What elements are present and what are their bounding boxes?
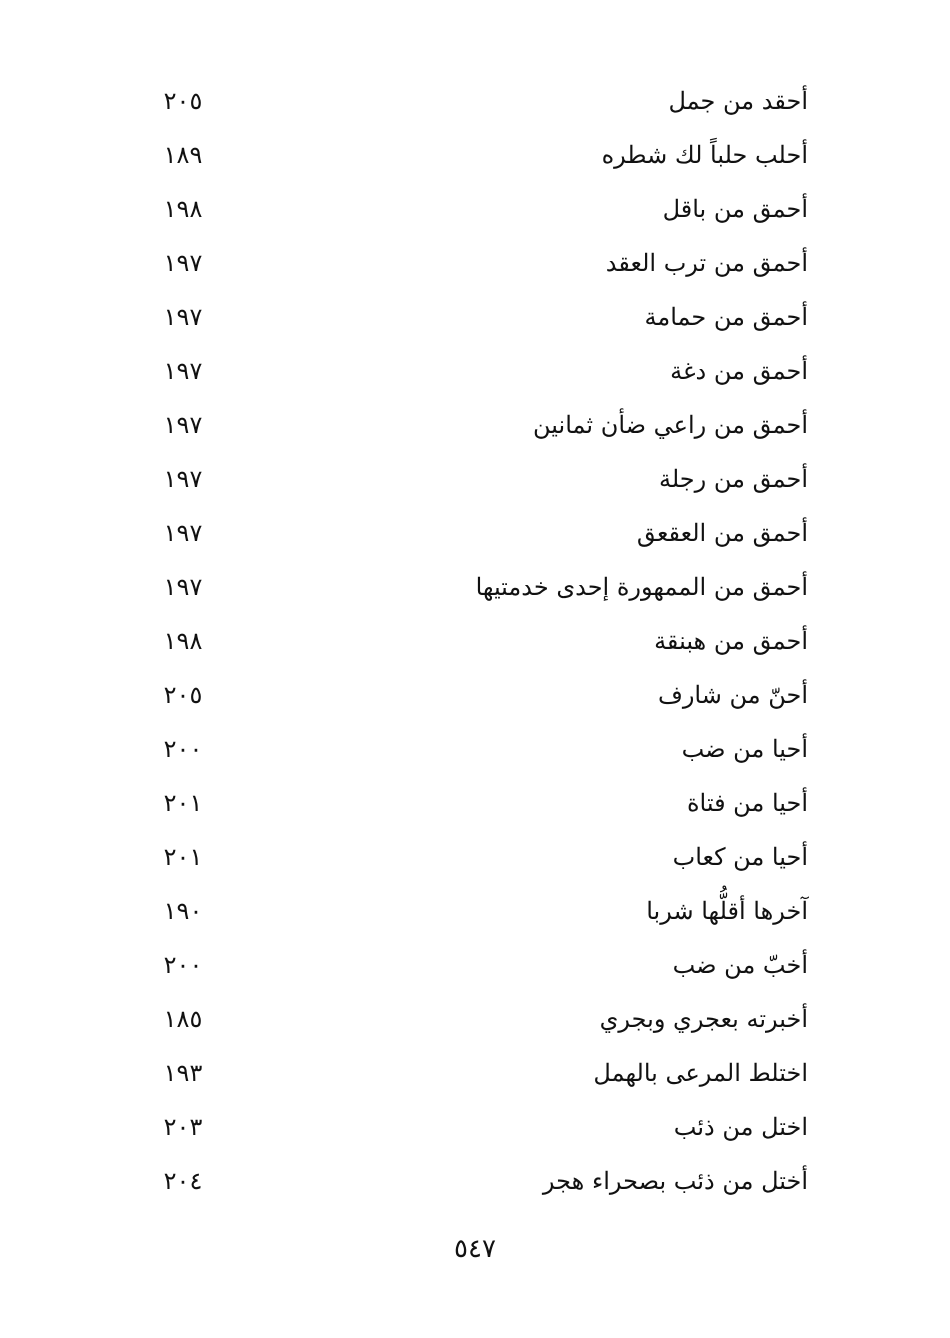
proverb-text: أحمق من الممهورة إحدى خدمتيها (475, 573, 808, 601)
proverb-text: أحلب حلباً لك شطره (601, 141, 808, 169)
page-reference: ١٩٧ (163, 573, 203, 601)
proverb-text: أخبّ من ضب (672, 951, 808, 979)
page-reference: ١٩٧ (163, 303, 203, 331)
index-entry (0, 668, 950, 722)
page-reference: ١٩٣ (163, 1059, 203, 1087)
index-entry (0, 1154, 950, 1208)
index-entry (0, 992, 950, 1046)
index-entry (0, 776, 950, 830)
page-reference: ١٩٧ (163, 357, 203, 385)
page-reference: ٢٠٥ (163, 681, 203, 709)
index-entry (0, 830, 950, 884)
proverb-text: أحمق من رجلة (658, 465, 808, 493)
proverb-text: أحمق من باقل (662, 195, 808, 223)
page-number: ٥٤٧ (454, 1234, 496, 1264)
proverb-text: اختلط المرعى بالهمل (593, 1059, 808, 1087)
index-entry (0, 290, 950, 344)
index-entry (0, 884, 950, 938)
proverb-text: أختل من ذئب بصحراء هجر (542, 1167, 808, 1195)
proverb-text: أحمق من حمامة (644, 303, 808, 331)
page-reference: ٢٠٠ (163, 735, 203, 763)
page-reference: ١٩٧ (163, 249, 203, 277)
proverb-text: أحقد من جمل (668, 87, 808, 115)
page-reference: ٢٠٠ (163, 951, 203, 979)
page-reference: ١٩٨ (163, 195, 203, 223)
index-entry (0, 1046, 950, 1100)
proverb-text: أحمق من هبنقة (654, 627, 808, 655)
index-entry (0, 938, 950, 992)
index-entry (0, 614, 950, 668)
page-reference: ١٩٧ (163, 411, 203, 439)
page-reference: ٢٠٥ (163, 87, 203, 115)
page-reference: ١٩٧ (163, 465, 203, 493)
index-entry (0, 128, 950, 182)
index-entry (0, 506, 950, 560)
page-reference: ٢٠١ (163, 789, 203, 817)
index-entry (0, 236, 950, 290)
index-entry (0, 74, 950, 128)
index-entry (0, 398, 950, 452)
page-reference: ١٩٨ (163, 627, 203, 655)
proverb-text: آخرها أقلُّها شربا (646, 897, 808, 925)
page-reference: ١٨٩ (163, 141, 203, 169)
proverb-text: أحمق من راعي ضأن ثمانين (533, 411, 808, 439)
page-reference: ١٩٧ (163, 519, 203, 547)
proverb-text: أحيا من كعاب (672, 843, 808, 871)
page-reference: ٢٠٣ (163, 1113, 203, 1141)
index-entry (0, 1100, 950, 1154)
proverb-text: أحيا من فتاة (686, 789, 808, 817)
index-entry (0, 722, 950, 776)
proverb-text: أخبرته بعجري وبجري (599, 1005, 808, 1033)
proverb-text: أحمق من العقعق (636, 519, 808, 547)
proverb-text: أحنّ من شارف (657, 681, 808, 709)
page-reference: ٢٠١ (163, 843, 203, 871)
index-entry (0, 344, 950, 398)
page-reference: ١٩٠ (163, 897, 203, 925)
proverb-text: أحمق من دغة (670, 357, 808, 385)
proverb-text: أحمق من ترب العقد (605, 249, 808, 277)
proverb-index-list (0, 74, 950, 1208)
proverb-text: اختل من ذئب (673, 1113, 808, 1141)
index-entry (0, 560, 950, 614)
proverb-text: أحيا من ضب (681, 735, 808, 763)
index-entry (0, 182, 950, 236)
index-entry (0, 452, 950, 506)
page-reference: ١٨٥ (163, 1005, 203, 1033)
page-reference: ٢٠٤ (163, 1167, 203, 1195)
